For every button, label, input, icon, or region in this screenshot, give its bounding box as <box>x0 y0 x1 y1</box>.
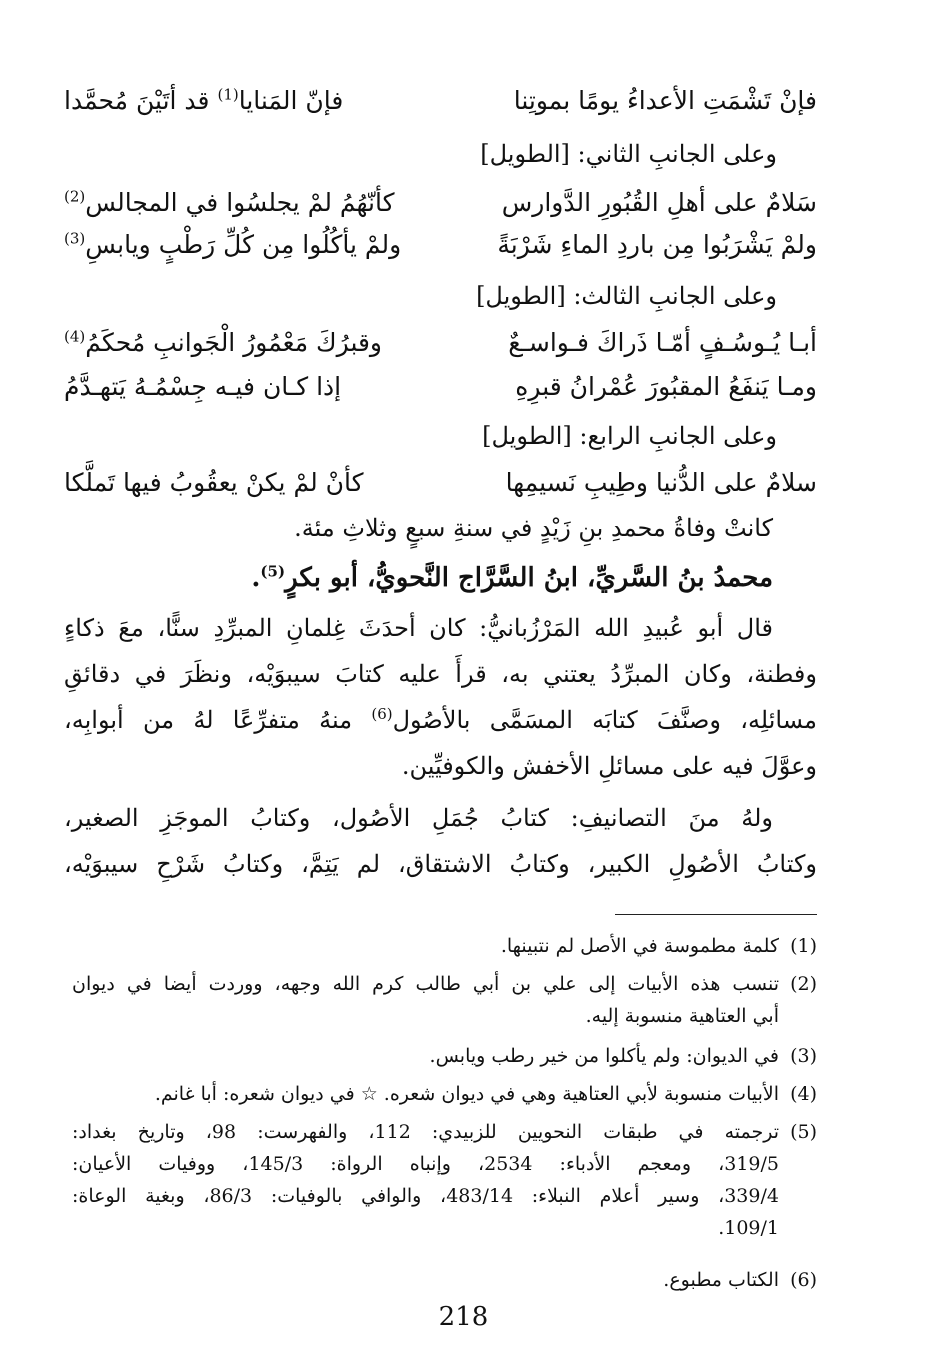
footnote-text: كلمة مطموسة في الأصل لم نتبينها. <box>500 935 779 957</box>
footnote <box>72 930 817 962</box>
footnote-number: (5) <box>790 1121 817 1143</box>
footnote-separator <box>615 914 817 915</box>
verse-second-hemistich: كأنّهُمُ لمْ يجلسُوا في المجالس$^{(2)}$ <box>64 187 395 217</box>
footnote-text: في الديوان: ولم يأكلوا من خير رطب ويابس. <box>429 1045 779 1067</box>
footnote-marker[interactable]: (3) <box>64 229 86 248</box>
paragraph-line: قال أبو عُبيدِ الله المَرْزُبانيُّ: كان أحدَثَ غِلمانِ المبرِّدِ سنًّا، معَ ذكاءٍ <box>64 614 773 642</box>
footnote-marker[interactable]: (4) <box>64 327 86 346</box>
meter-label: وعلى الجانبِ الثالث: [الطويل] <box>476 282 777 310</box>
footnote <box>72 1264 817 1296</box>
footnote-marker[interactable]: (2) <box>64 187 86 206</box>
verse-first-hemistich: أبـا يُـوسُـفٍ أمّـا ذَراكَ فـواسـعٌ <box>508 328 817 357</box>
verse-first-hemistich: فإنْ تَشْمَتِ الأعداءُ يومًا بموتِنا <box>513 86 817 115</box>
footnote-marker[interactable]: (6) <box>371 705 393 723</box>
footnote-text: الأبيات منسوبة لأبي العتاهية وهي في ديوان شعره. ☆ في ديوان شعره: أبا غانم. <box>154 1083 779 1105</box>
footnote-text: تنسب هذه الأبيات إلى علي بن أبي طالب كرم الله وجهه، ووردت أيضا في ديوان <box>72 973 779 995</box>
verse-line <box>64 222 817 268</box>
page-number: 218 <box>438 1302 489 1332</box>
footnote-number: (3) <box>790 1045 817 1067</box>
verse-line <box>64 180 817 226</box>
verse-first-hemistich: سلامٌ على الدُّنيا وطِيبِ نَسيمِها <box>505 468 817 497</box>
verse-first-hemistich: سَلامٌ على أهلِ القُبُورِ الدَّوارس <box>501 188 817 217</box>
footnote-number: (4) <box>790 1083 817 1105</box>
footnote-marker[interactable]: (1) <box>217 85 239 104</box>
verse-second-hemistich: كأنْ لمْ يكنْ يعقُوبُ فيها تَملَّكا <box>64 468 364 497</box>
verse-second-hemistich: ولمْ يأكُلُوا مِن كُلِّ رَطْبٍ ويابسِ$^{(3)}$ <box>64 229 402 259</box>
paragraph-line: وكتابُ الأصُولِ الكبير، وكتابُ الاشتقاق، لم يَتِمَّ، وكتابُ شَرْحِ سيبوَيْه، <box>64 850 817 878</box>
verse-second-hemistich: وقبرُكَ مَعْمُورُ الْجَوانبِ مُحكَمُ$^{(4)}$ <box>64 327 383 357</box>
paragraph-line: وفطنة، وكان المبرِّدُ يعتني به، قرأَ عليه كتابَ سيبوَيْه، ونظَرَ في دقائقِ <box>64 660 817 688</box>
verse-second-hemistich: فإنّ المَنايا$^{(1)}$ قد أتَيْنَ مُحمَّدا <box>64 85 344 115</box>
footnote-text: 339/4، وسير أعلام النبلاء: 483/14، والوافي بالوفيات: 86/3، وبغية الوعاة: <box>72 1185 779 1207</box>
footnote <box>72 1040 817 1072</box>
footnote <box>72 1078 817 1110</box>
footnote-text: 319/5، ومعجم الأدباء: 2534، وإنباه الرواة: 145/3، ووفيات الأعيان: <box>72 1153 779 1175</box>
footnote-number: (2) <box>790 973 817 995</box>
verse-line <box>64 320 817 366</box>
verse-line <box>64 78 817 124</box>
paragraph-line: وعوَّلَ فيه على مسائلِ الأخفش والكوفيِّين. <box>401 752 817 780</box>
verse-line <box>64 364 817 410</box>
footnote <box>72 968 817 1032</box>
footnote-text: الكتاب مطبوع. <box>663 1269 779 1291</box>
footnote <box>72 1116 817 1244</box>
footnote-text: 109/1. <box>718 1217 779 1239</box>
footnote-marker[interactable]: (5) <box>260 562 286 581</box>
footnote-text: ترجمته في طبقات النحويين للزبيدي: 112، والفهرست: 98، وتاريخ بغداد: <box>72 1121 779 1143</box>
footnote-number: (1) <box>790 935 817 957</box>
verse-line <box>64 460 817 506</box>
meter-label: وعلى الجانبِ الثاني: [الطويل] <box>480 140 777 168</box>
footnote-number: (6) <box>790 1269 817 1291</box>
verse-first-hemistich: ومـا يَنفَعُ المقبُورَ عُمْرانُ قبرِهِ <box>515 372 817 401</box>
verse-first-hemistich: ولمْ يَشْرَبُوا مِن باردِ الماءِ شَرْبَةً <box>497 230 817 259</box>
verse-second-hemistich: إذا كـان فيـه جِسْمُـهُ يَتهـدَّمُ <box>64 372 342 401</box>
paragraph-line: ولهُ منَ التصانيفِ: كتابُ جُمَلِ الأصُول، وكتابُ الموجَزِ الصغير، <box>64 804 773 832</box>
meter-label: وعلى الجانبِ الرابع: [الطويل] <box>482 422 777 450</box>
paragraph-line: مسائلِه، وصنَّفَ كتابَه المسَمَّى بالأصُول$^{(6)}$ منهُ متفرِّعًا لهُ من أبوابِه، <box>64 705 817 734</box>
biography-heading: محمدُ بنُ السَّريِّ، ابنُ السَّرَّاج النَّحويُّ، أبو بكرٍ$^{(5)}$. <box>251 562 773 593</box>
footnote-text: أبي العتاهية منسوبة إليه. <box>585 1005 779 1027</box>
death-note: كانتْ وفاةُ محمدِ بنِ زَيْدٍ في سنةِ سبعٍ وثلاثِ مئة. <box>294 514 773 542</box>
